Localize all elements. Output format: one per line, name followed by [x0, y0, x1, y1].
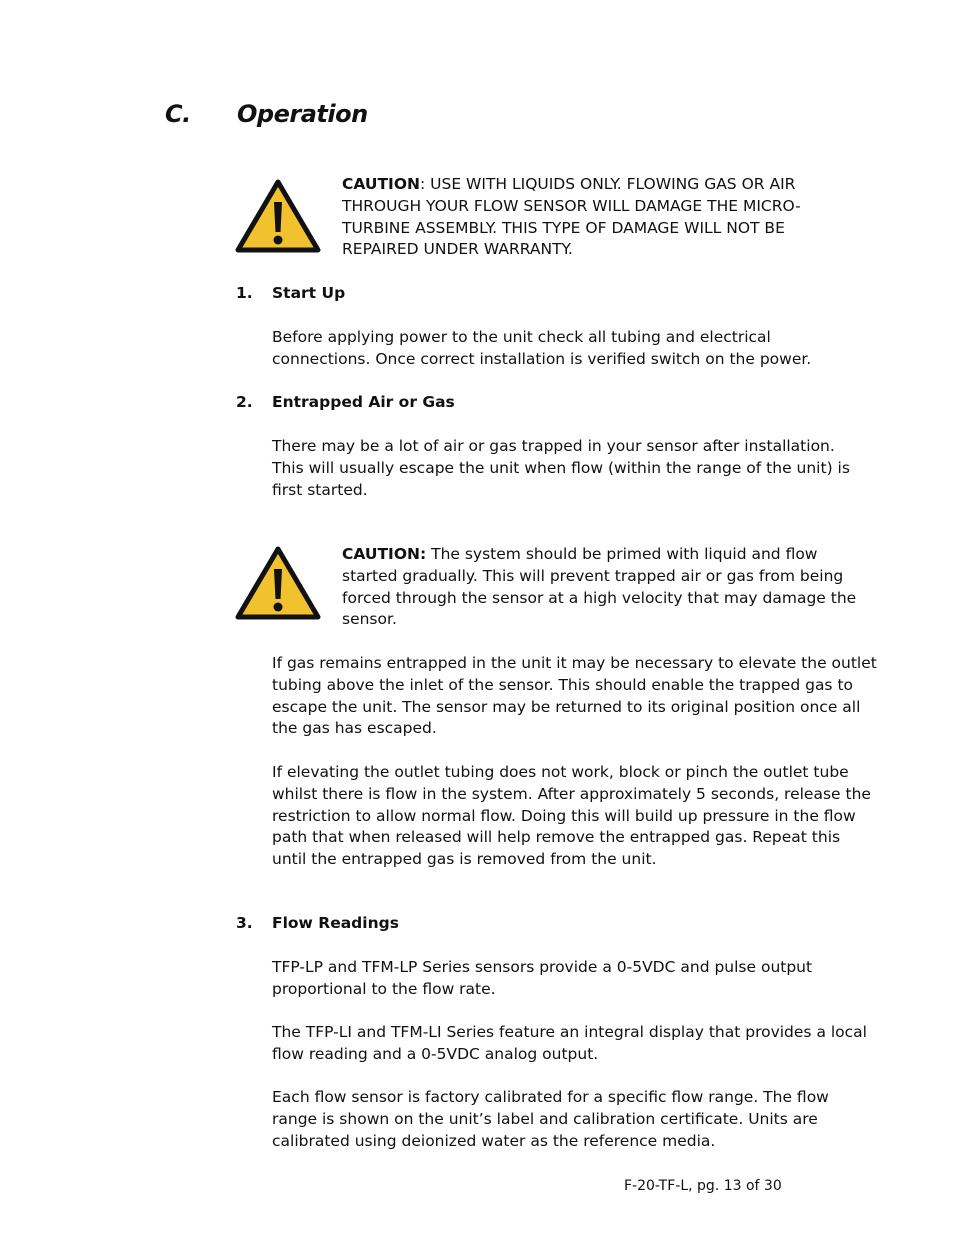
caution-line: : USE WITH LIQUIDS ONLY. FLOWING GAS OR AIR	[419, 175, 796, 193]
paragraph-line: TFP-LP and TFM-LP Series sensors provide a 0-5VDC and pulse output	[272, 958, 813, 976]
section-title: Operation	[237, 100, 368, 128]
step-number: 2.	[236, 393, 253, 411]
warning-triangle-icon	[234, 178, 322, 254]
paragraph-line: If gas remains entrapped in the unit it may be necessary to elevate the outlet	[272, 654, 877, 672]
step-title: Flow Readings	[272, 914, 399, 932]
caution-line: REPAIRED UNDER WARRANTY.	[342, 240, 573, 259]
section-letter: C.	[165, 100, 191, 128]
paragraph	[272, 653, 877, 740]
caution-line: forced through the sensor at a high velocity that may damage the	[342, 588, 857, 607]
paragraph-line: until the entrapped gas is removed from the unit.	[272, 850, 657, 869]
paragraph	[272, 762, 871, 871]
paragraph-line: proportional to the flow rate.	[272, 979, 496, 998]
paragraph-line: tubing above the inlet of the sensor. This should enable the trapped gas to	[272, 675, 854, 694]
caution-line: sensor.	[342, 610, 397, 629]
paragraph	[272, 436, 850, 501]
paragraph-line: Each flow sensor is factory calibrated for a specific flow range. The flow	[272, 1088, 829, 1106]
caution-line: The system should be primed with liquid and flow	[426, 545, 818, 563]
paragraph-line: path that when released will help remove the entrapped gas. Repeat this	[272, 828, 841, 847]
step-title: Entrapped Air or Gas	[272, 393, 455, 411]
paragraph-line: If elevating the outlet tubing does not work, block or pinch the outlet tube	[272, 763, 849, 781]
paragraph	[272, 1087, 829, 1152]
paragraph-line: range is shown on the unit’s label and calibration certificate. Units are	[272, 1109, 818, 1128]
caution-notice-2	[342, 544, 857, 631]
paragraph-line: first started.	[272, 480, 368, 499]
caution-line: started gradually. This will prevent trapped air or gas from being	[342, 566, 844, 585]
paragraph	[272, 1022, 867, 1066]
paragraph-line: The TFP-LI and TFM-LI Series feature an integral display that provides a local	[272, 1023, 867, 1041]
paragraph-line: escape the unit. The sensor may be returned to its original position once all	[272, 697, 861, 716]
step-number: 1.	[236, 284, 253, 302]
paragraph-line: restriction to allow normal flow. Doing this will build up pressure in the flow	[272, 806, 856, 825]
caution-line: TURBINE ASSEMBLY. THIS TYPE OF DAMAGE WILL NOT BE	[342, 218, 785, 237]
paragraph-line: This will usually escape the unit when flow (within the range of the unit) is	[272, 458, 850, 477]
paragraph-line: the gas has escaped.	[272, 719, 437, 738]
warning-triangle-icon	[234, 545, 322, 621]
paragraph-line: calibrated using deionized water as the reference media.	[272, 1131, 716, 1150]
paragraph-line: flow reading and a 0-5VDC analog output.	[272, 1044, 599, 1063]
caution-label: CAUTION	[342, 175, 420, 193]
paragraph-line: Before applying power to the unit check all tubing and electrical	[272, 328, 771, 346]
step-title: Start Up	[272, 284, 346, 302]
paragraph-line: connections. Once correct installation is verified switch on the power.	[272, 349, 812, 368]
paragraph	[272, 327, 812, 371]
paragraph	[272, 957, 812, 1001]
caution-notice-1	[342, 174, 812, 261]
caution-line: THROUGH YOUR FLOW SENSOR WILL DAMAGE THE MICRO-	[342, 196, 801, 215]
page-footer: F-20-TF-L, pg. 13 of 30	[624, 1178, 782, 1194]
paragraph-line: whilst there is flow in the system. After approximately 5 seconds, release the	[272, 784, 871, 803]
paragraph-line: There may be a lot of air or gas trapped in your sensor after installation.	[272, 437, 835, 455]
caution-label: CAUTION:	[342, 545, 427, 563]
step-number: 3.	[236, 914, 253, 932]
